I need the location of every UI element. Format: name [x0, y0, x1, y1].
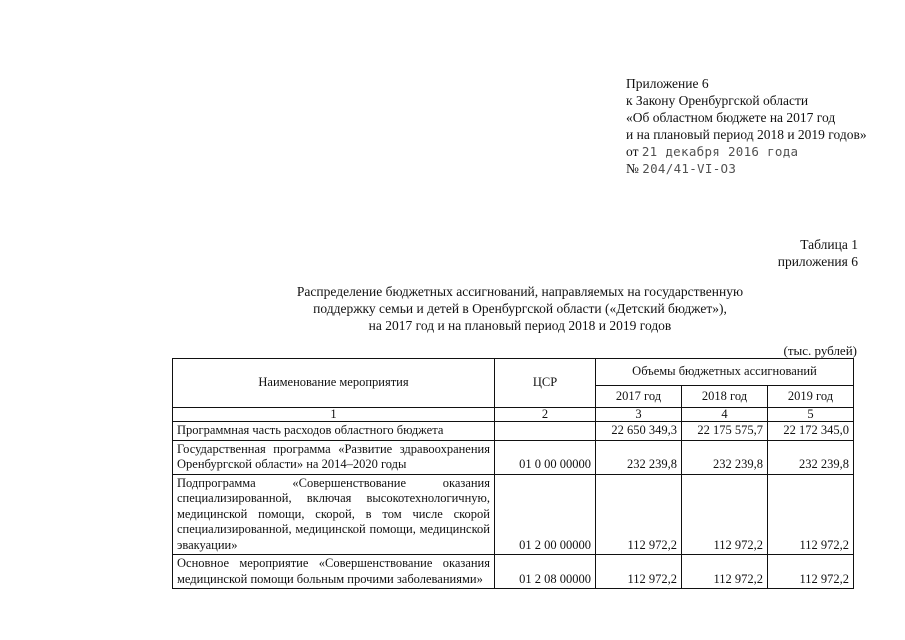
- appendix-date-line: [626, 143, 867, 160]
- number-stamp: 204/41-VI-ОЗ: [642, 161, 737, 176]
- table-header-row: [173, 359, 854, 386]
- appendix-line: и на плановый период 2018 и 2019 годов»: [626, 127, 867, 142]
- column-number: 3: [596, 408, 682, 422]
- table-row: [173, 440, 854, 474]
- number-prefix: №: [626, 161, 639, 176]
- date-prefix: от: [626, 144, 639, 159]
- date-stamp: 21 декабря 2016 года: [641, 144, 799, 159]
- row-value-2018: 112 972,2: [682, 474, 768, 555]
- column-number: 4: [682, 408, 768, 422]
- column-number-row: [173, 408, 854, 422]
- table-caption-line: Таблица 1: [800, 237, 858, 252]
- budget-table: [172, 358, 854, 589]
- row-value-2019: 112 972,2: [768, 555, 854, 589]
- document-title: [240, 283, 800, 334]
- row-name: Основное мероприятие «Совершенствование оказания медицинской помощи больным прочими заболеваниями»: [173, 555, 495, 589]
- row-value-2017: 232 239,8: [596, 440, 682, 474]
- column-number: 2: [495, 408, 596, 422]
- table-row: [173, 555, 854, 589]
- row-csr: 01 2 08 00000: [495, 555, 596, 589]
- row-value-2018: 22 175 575,7: [682, 422, 768, 441]
- row-csr: 01 0 00 00000: [495, 440, 596, 474]
- appendix-line: Приложение 6: [626, 76, 709, 91]
- header-csr: ЦСР: [495, 359, 596, 408]
- appendix-number-line: [626, 160, 867, 177]
- header-year-2018: 2018 год: [682, 386, 768, 408]
- row-name: Подпрограмма «Совершенствование оказания специализированной, включая высокотехнологичную, медицинской помощи, скорой, в том числе скорой специализированной, медицинской помощи, медицинской эвакуации»: [173, 474, 495, 555]
- table-row: [173, 422, 854, 441]
- appendix-line: к Закону Оренбургской области: [626, 93, 809, 108]
- row-value-2019: 232 239,8: [768, 440, 854, 474]
- title-line: на 2017 год и на плановый период 2018 и 2019 годов: [368, 318, 672, 333]
- row-value-2017: 112 972,2: [596, 474, 682, 555]
- title-line: поддержку семьи и детей в Оренбургской области («Детский бюджет»),: [313, 301, 727, 316]
- row-value-2019: 22 172 345,0: [768, 422, 854, 441]
- header-name: Наименование мероприятия: [173, 359, 495, 408]
- header-year-2017: 2017 год: [596, 386, 682, 408]
- appendix-header: [626, 75, 867, 177]
- row-value-2017: 112 972,2: [596, 555, 682, 589]
- header-volumes: Объемы бюджетных ассигнований: [596, 359, 854, 386]
- header-year-2019: 2019 год: [768, 386, 854, 408]
- column-number: 1: [173, 408, 495, 422]
- row-value-2017: 22 650 349,3: [596, 422, 682, 441]
- units-label: (тыс. рублей): [783, 343, 857, 358]
- column-number: 5: [768, 408, 854, 422]
- appendix-line: «Об областном бюджете на 2017 год: [626, 110, 836, 125]
- row-csr: [495, 422, 596, 441]
- title-line: Распределение бюджетных ассигнований, направляемых на государственную: [296, 284, 744, 299]
- row-name: Государственная программа «Развитие здравоохранения Оренбургской области» на 2014–2020 годы: [173, 440, 495, 474]
- table-row: [173, 474, 854, 555]
- row-csr: 01 2 00 00000: [495, 474, 596, 555]
- table-caption: [778, 236, 858, 270]
- table-caption-line: приложения 6: [777, 254, 858, 269]
- row-name: Программная часть расходов областного бюджета: [173, 422, 495, 441]
- row-value-2019: 112 972,2: [768, 474, 854, 555]
- row-value-2018: 112 972,2: [682, 555, 768, 589]
- row-value-2018: 232 239,8: [682, 440, 768, 474]
